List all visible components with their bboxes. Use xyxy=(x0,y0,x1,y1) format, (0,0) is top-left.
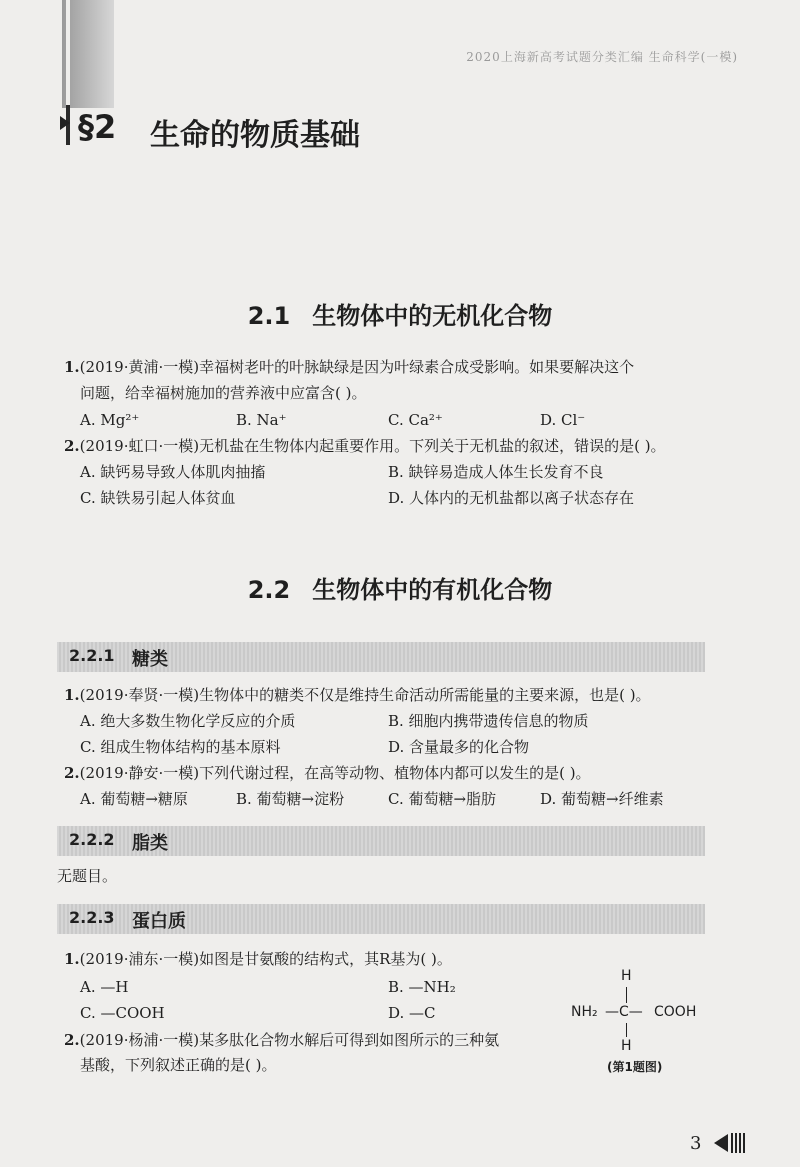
option-d: D. —C xyxy=(388,1004,436,1022)
figure-caption: (第1题图) xyxy=(607,1060,663,1074)
option-a: A. —H xyxy=(80,978,129,996)
formula-bond-bottom xyxy=(626,1023,627,1037)
question-line xyxy=(64,357,634,377)
option-a: A. 缺钙易导致人体肌肉抽搐 xyxy=(80,463,266,481)
page-bars-decoration xyxy=(731,1133,745,1153)
section-number: 2.1 xyxy=(247,302,291,330)
option-d: D. Cl⁻ xyxy=(540,411,586,429)
section-heading xyxy=(0,570,800,605)
question-stem: (2019·浦东·一模)如图是甘氨酸的结构式，其R基为( )。 xyxy=(79,950,452,968)
subsection-number: 2.2.2 xyxy=(69,830,115,849)
formula-top-h: H xyxy=(621,968,632,984)
question-stem: (2019·虹口·一模)无机盐在生物体内起重要作用。下列关于无机盐的叙述，错误的是( )。 xyxy=(79,437,666,455)
formula-bond-top xyxy=(626,987,627,1003)
question-line xyxy=(64,436,666,456)
subsection-title: 蛋白质 xyxy=(132,911,186,932)
option-d: D. 人体内的无机盐都以离子状态存在 xyxy=(388,489,635,507)
subsection-title: 糖类 xyxy=(132,649,168,670)
question-number: 1. xyxy=(64,686,80,704)
running-header: 2020上海新高考试题分类汇编 生命科学(一模) xyxy=(466,50,738,64)
question-stem: (2019·奉贤·一模)生物体中的糖类不仅是维持生命活动所需能量的主要来源，也是( )。 xyxy=(79,686,651,704)
glycine-structural-formula xyxy=(565,968,715,1054)
triangle-marker-icon xyxy=(60,116,70,130)
option-a: A. 绝大多数生物化学反应的介质 xyxy=(80,712,296,730)
question-number: 2. xyxy=(64,1031,80,1049)
chapter-number: §2 xyxy=(78,108,117,146)
formula-nh2: NH₂ xyxy=(571,1004,598,1020)
question-number: 1. xyxy=(64,950,80,968)
formula-center-carbon: —C— xyxy=(605,1004,643,1020)
option-b: B. 葡萄糖→淀粉 xyxy=(236,790,345,808)
chapter-title: 生命的物质基础 xyxy=(150,118,360,153)
question-line xyxy=(64,1030,499,1050)
question-number: 2. xyxy=(64,764,80,782)
option-a: A. 葡萄糖→糖原 xyxy=(80,790,188,808)
subsection-number: 2.2.1 xyxy=(69,646,115,665)
section-title: 生物体中的无机化合物 xyxy=(312,302,553,330)
option-c: C. 缺铁易引起人体贫血 xyxy=(80,489,236,507)
section-heading xyxy=(0,296,800,331)
question-number: 1. xyxy=(64,358,80,376)
option-b: B. —NH₂ xyxy=(388,978,456,996)
corner-decoration-gap xyxy=(66,0,70,108)
formula-cooh: COOH xyxy=(654,1004,697,1020)
subsection-bar xyxy=(57,642,705,672)
question-line: 基酸，下列叙述正确的是( )。 xyxy=(80,1056,277,1074)
question-stem: (2019·黄浦·一模)幸福树老叶的叶脉缺绿是因为叶绿素合成受影响。如果要解决这个 xyxy=(79,358,635,376)
question-number: 2. xyxy=(64,437,80,455)
no-questions-text: 无题目。 xyxy=(57,867,118,885)
page-arrow-icon xyxy=(714,1134,728,1152)
option-b: B. Na⁺ xyxy=(236,411,287,429)
formula-bottom-h: H xyxy=(621,1038,632,1054)
option-d: D. 葡萄糖→纤维素 xyxy=(540,790,664,808)
page-number: 3 xyxy=(690,1133,702,1154)
option-c: C. —COOH xyxy=(80,1004,165,1022)
option-c: C. 葡萄糖→脂肪 xyxy=(388,790,497,808)
option-c: C. 组成生物体结构的基本原料 xyxy=(80,738,281,756)
subsection-number: 2.2.3 xyxy=(69,908,115,927)
section-number: 2.2 xyxy=(247,576,291,604)
question-line xyxy=(64,949,452,969)
subsection-bar xyxy=(57,904,705,934)
question-line xyxy=(64,685,651,705)
option-a: A. Mg²⁺ xyxy=(80,411,140,429)
option-c: C. Ca²⁺ xyxy=(388,411,443,429)
question-stem: (2019·杨浦·一模)某多肽化合物水解后可得到如图所示的三种氨 xyxy=(79,1031,500,1049)
option-b: B. 缺锌易造成人体生长发育不良 xyxy=(388,463,604,481)
question-stem: (2019·静安·一模)下列代谢过程，在高等动物、植物体内都可以发生的是( )。 xyxy=(79,764,591,782)
section-title: 生物体中的有机化合物 xyxy=(312,576,553,604)
chapter-heading xyxy=(60,108,480,152)
option-d: D. 含量最多的化合物 xyxy=(388,738,530,756)
subsection-bar xyxy=(57,826,705,856)
question-line: 问题，给幸福树施加的营养液中应富含( )。 xyxy=(80,384,367,402)
option-b: B. 细胞内携带遗传信息的物质 xyxy=(388,712,589,730)
subsection-title: 脂类 xyxy=(132,833,168,854)
question-line xyxy=(64,763,591,783)
